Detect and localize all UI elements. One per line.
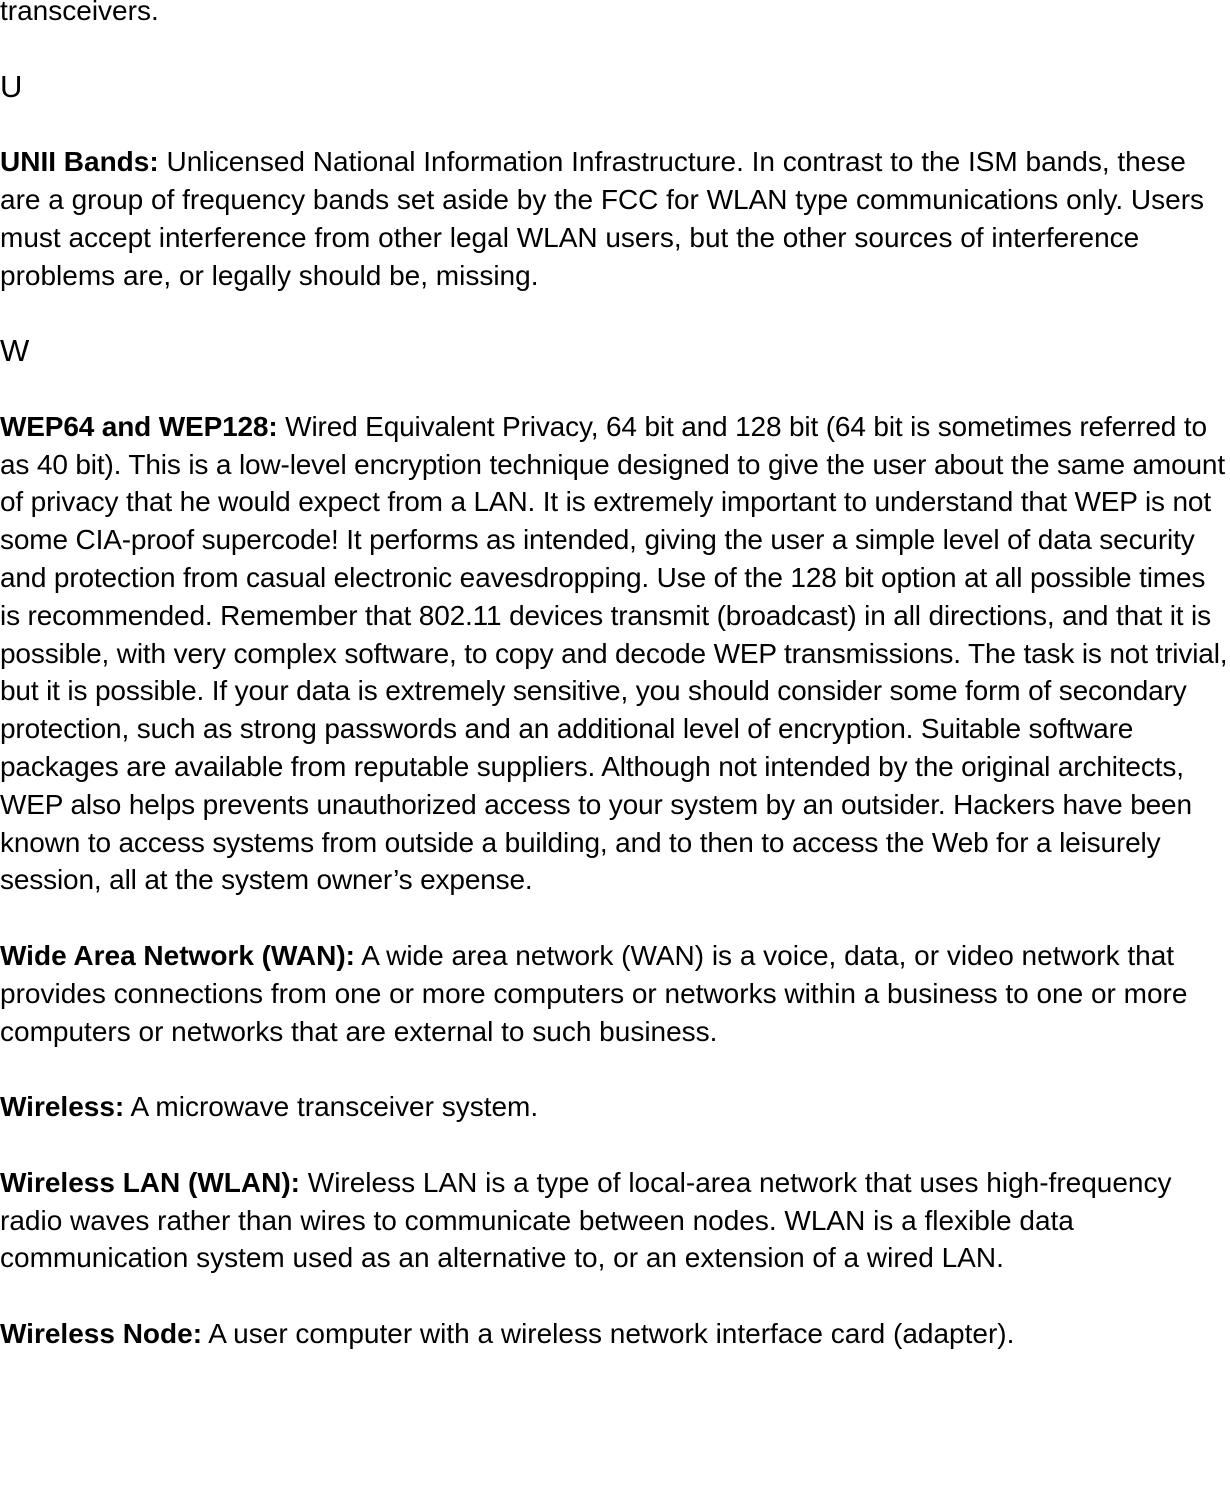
entry-term: Wide Area Network (WAN):	[0, 939, 355, 971]
entry-term: Wireless Node:	[0, 1317, 203, 1349]
section-letter-u: U	[0, 68, 23, 104]
entry-definition: Wireless LAN is a type of local-area network that uses high-frequency radio waves rather than wires to communicate between nodes. WLAN is a flexible data communication system used as an alternative to, or an extension of a wired LAN.	[0, 1166, 1172, 1274]
glossary-entry-wireless-node	[0, 1315, 1230, 1353]
glossary-entry-wlan	[0, 1164, 1230, 1277]
entry-term: UNII Bands:	[0, 146, 159, 178]
glossary-entry-wan	[0, 937, 1230, 1050]
glossary-entry-wep	[0, 408, 1230, 899]
intro-fragment: transceivers.	[0, 0, 159, 26]
glossary-entry-unii-bands	[0, 143, 1230, 294]
entry-definition: A user computer with a wireless network interface card (adapter).	[202, 1317, 1015, 1349]
entry-definition: A wide area network (WAN) is a voice, data, or video network that provides connections from one or more computers or networks within a business to one or more computers or networks that are external to such business.	[0, 939, 1188, 1047]
entry-term: WEP64 and WEP128:	[0, 410, 278, 442]
entry-definition: Wired Equivalent Privacy, 64 bit and 128 bit (64 bit is sometimes referred to as 40 bit). This is a low-level encryption technique designed to give the user about the same amount of privacy that he would expect from a LAN. It is extremely important to understand that WEP is not some CIA-proof supercode! It performs as intended, giving the user a simple level of data security and protection from casual electronic eavesdropping. Use of the 128 bit option at all possible times is recommended. Remember that 802.11 devices transmit (broadcast) in all directions, and that it is possible, with very complex software, to copy and decode WEP transmissions. The task is not trivial, but it is possible. If your data is extremely sensitive, you should consider some form of secondary protection, such as strong passwords and an additional level of encryption. Suitable software packages are available from reputable suppliers. Although not intended by the original architects, WEP also helps prevents unauthorized access to your system by an outsider. Hackers have been known to access systems from outside a building, and to then to access the Web for a leisurely session, all at the system owner’s expense.	[0, 410, 1228, 896]
glossary-entry-wireless	[0, 1088, 1230, 1126]
entry-definition: A microwave transceiver system.	[124, 1091, 539, 1123]
entry-term: Wireless LAN (WLAN):	[0, 1166, 300, 1198]
section-letter-w: W	[0, 333, 30, 369]
entry-definition: Unlicensed National Information Infrastructure. In contrast to the ISM bands, these are a group of frequency bands set aside by the FCC for WLAN type communications only. Users must accept interference from other legal WLAN users, but the other sources of interference problems are, or legally should be, missing.	[0, 146, 1205, 291]
entry-term: Wireless:	[0, 1091, 125, 1123]
